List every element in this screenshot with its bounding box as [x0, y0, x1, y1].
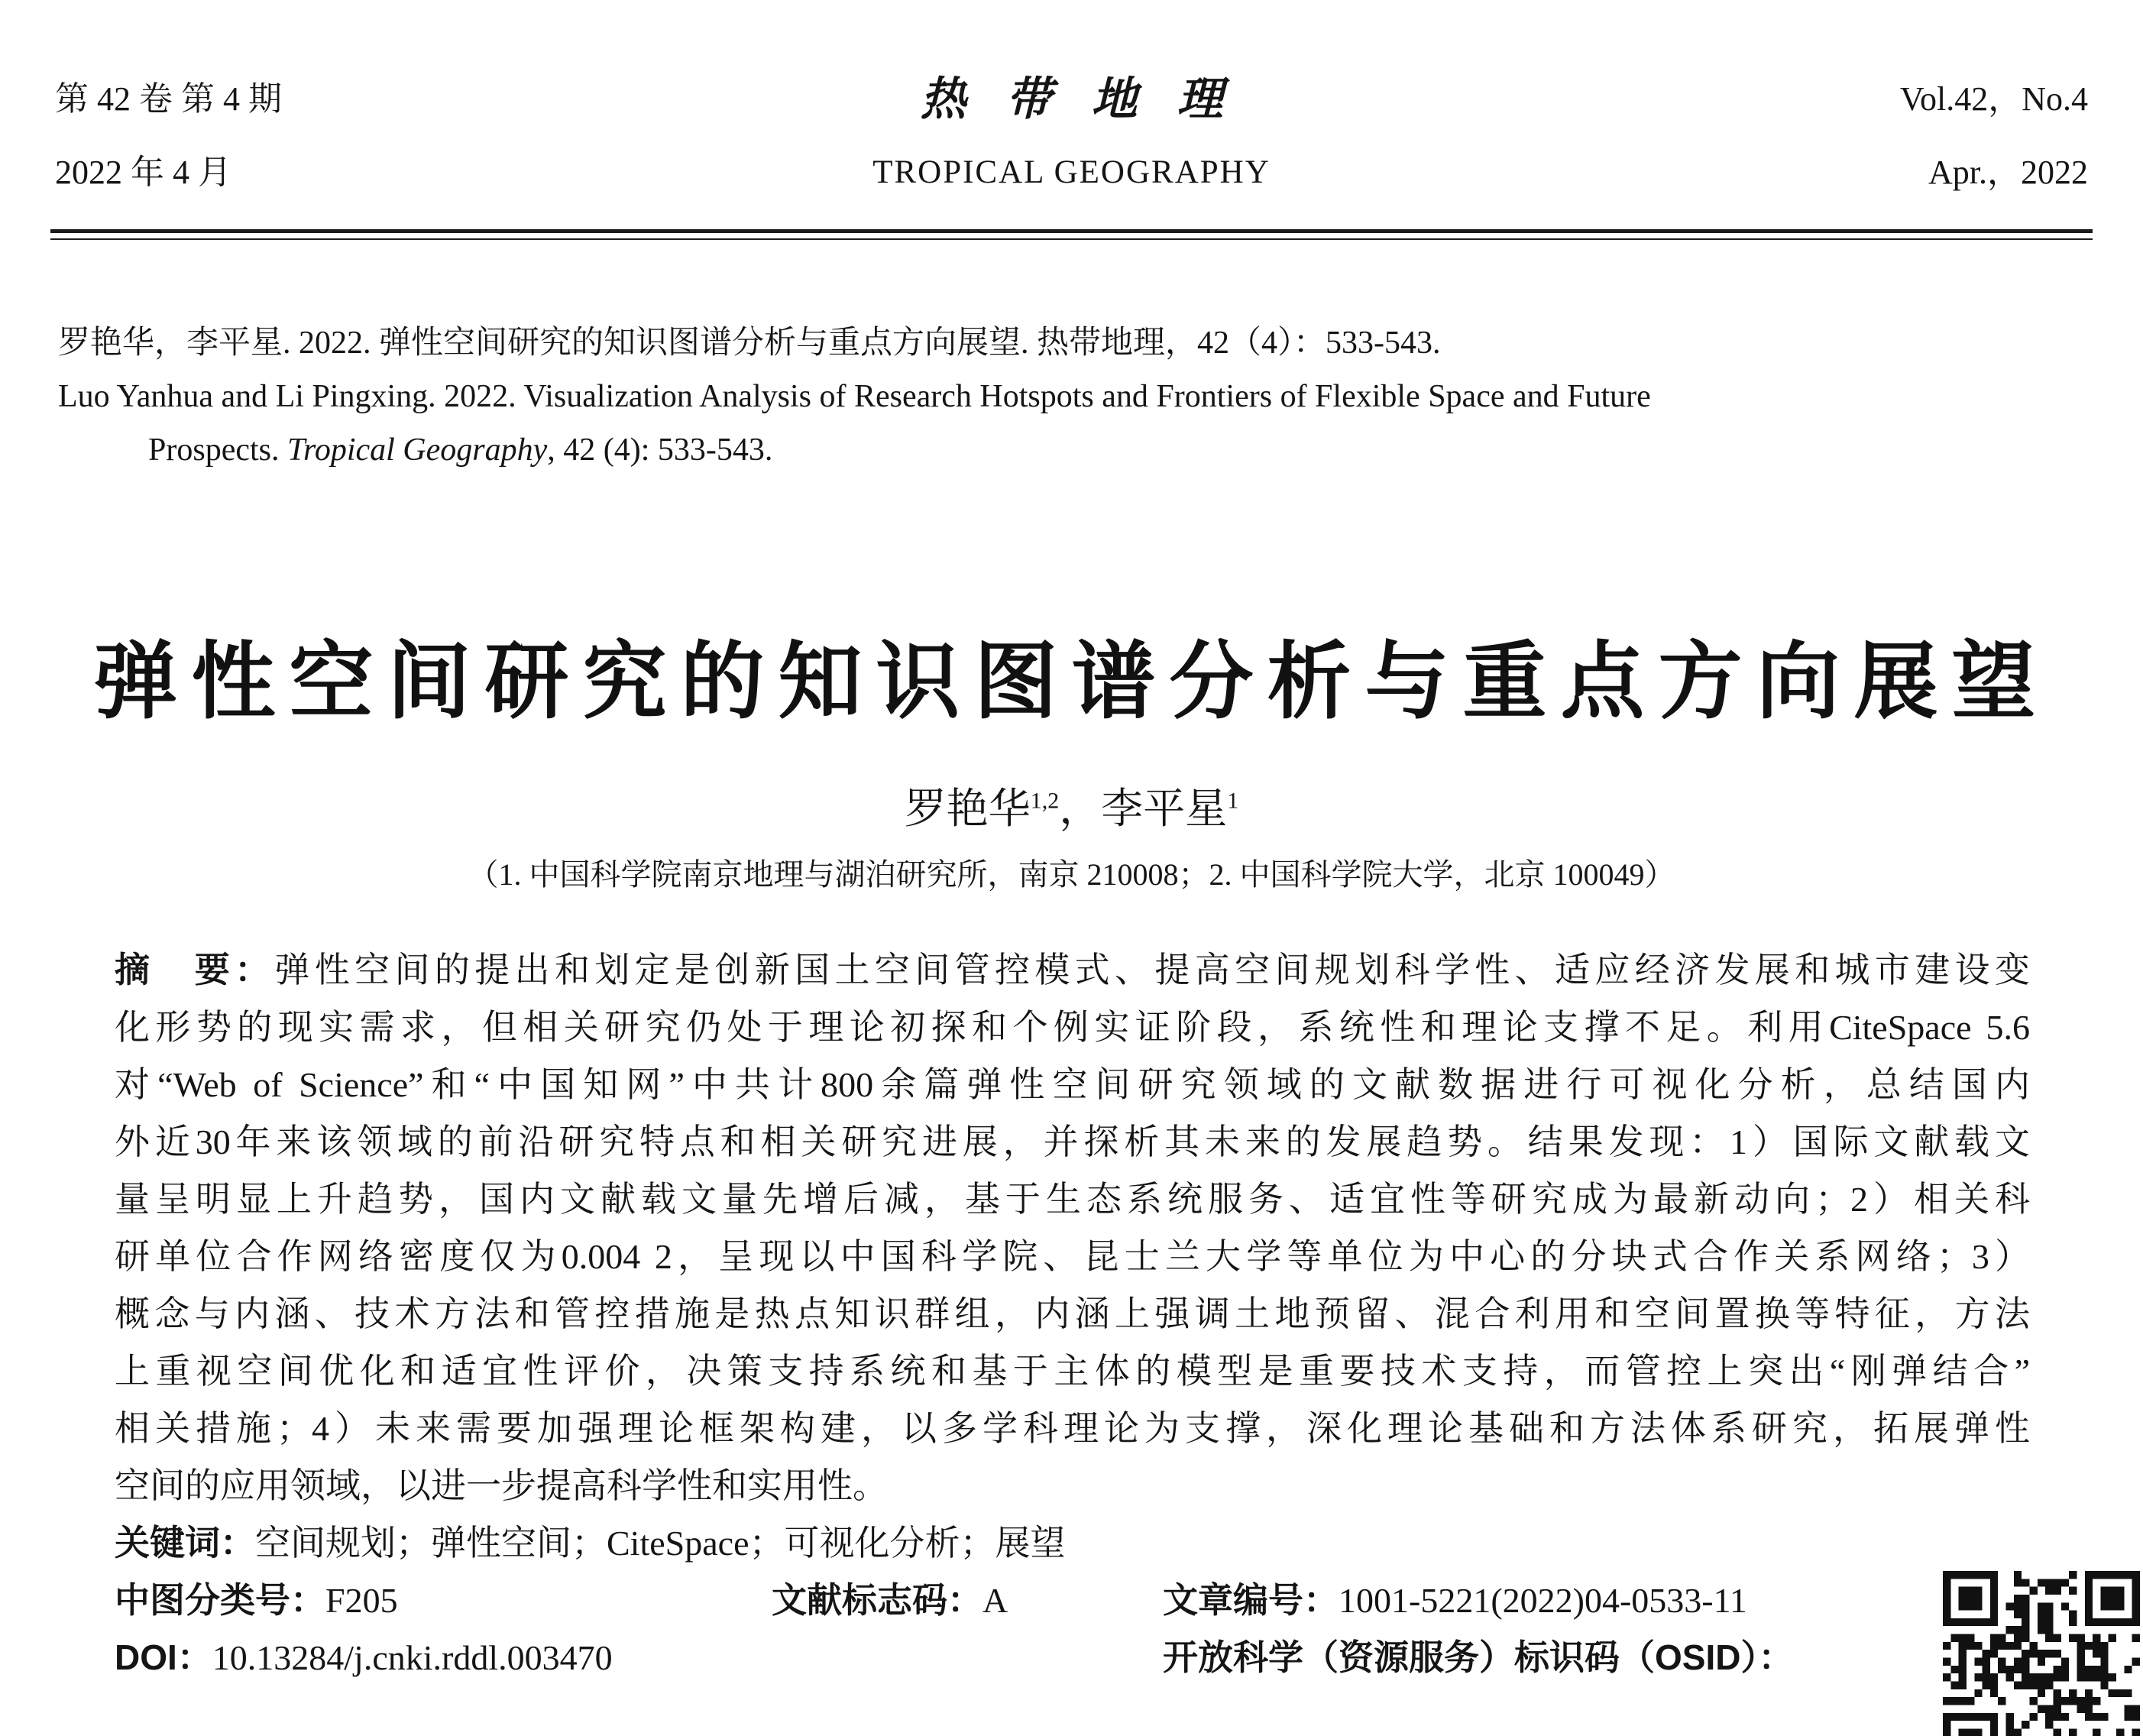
- doi-value: 10.13284/j.cnki.rddl.003470: [212, 1637, 613, 1677]
- clc-label: 中图分类号：: [115, 1579, 325, 1620]
- citation-block: [58, 316, 2088, 477]
- authors-separator: ，: [1059, 785, 1102, 832]
- journal-title-en: TROPICAL GEOGRAPHY: [872, 154, 1271, 190]
- article-title: 弹性空间研究的知识图谱分析与重点方向展望: [93, 635, 2050, 729]
- doi-label: DOI：: [115, 1637, 212, 1677]
- citation-cn: 罗艳华，李平星. 2022. 弹性空间研究的知识图谱分析与重点方向展望. 热带地理，42（4）：533-543.: [58, 326, 1441, 361]
- author-1: 罗艳华: [904, 785, 1031, 832]
- abstract-line: 空间的应用领域，以进一步提高科学性和实用性。: [115, 1466, 888, 1505]
- clc-item: [115, 1572, 398, 1629]
- date-en: Apr.，2022: [1928, 154, 2088, 191]
- abstract-line: [115, 941, 2030, 999]
- volume-issue-en: Vol.42，No.4: [1899, 80, 2088, 118]
- doc-code-item: [772, 1572, 1008, 1629]
- masthead-center: [529, 63, 1614, 209]
- date-cn: 2022 年 4 月: [55, 154, 231, 191]
- authors-line: [0, 775, 2143, 835]
- doi-item: [115, 1629, 613, 1686]
- article-id-item: [1163, 1572, 1747, 1629]
- osid-qr-code: [1943, 1571, 2140, 1736]
- article-id-value: 1001-5221(2022)04-0533-11: [1339, 1580, 1747, 1620]
- keywords-label: 关键词：: [115, 1522, 255, 1563]
- abstract-line: 化形势的现实需求，但相关研究仍处于理论初探和个例实证阶段，系统性和理论支撑不足。利用CiteSpace 5.6: [115, 1007, 2030, 1047]
- citation-en-line1: Luo Yanhua and Li Pingxing. 2022. Visualization Analysis of Research Hotspots and Frontiers of Flexible Space and Future: [58, 379, 1651, 414]
- masthead: [0, 0, 2143, 209]
- citation-journal-italic: Tropical Geography: [287, 432, 548, 468]
- abstract-line: 研单位合作网络密度仅为0.004 2，呈现以中国科学院、昆士兰大学等单位为中心的分块式合作关系网络；3）: [115, 1236, 2030, 1276]
- osid-label: 开放科学（资源服务）标识码（OSID）：: [1163, 1637, 1794, 1677]
- abstract-label: 摘 要：: [115, 949, 275, 989]
- citation-en-post: , 42 (4): 533-543.: [547, 432, 773, 468]
- clc-value: F205: [325, 1580, 398, 1620]
- abstract-line: 对“Web of Science”和“中国知网”中共计800余篇弹性空间研究领域的文献数据进行可视化分析，总结国内: [115, 1064, 2030, 1104]
- masthead-double-rule: [50, 229, 2093, 240]
- author-2-affil-sup: 1: [1227, 788, 1239, 814]
- keywords-line: [115, 1514, 2030, 1572]
- citation-en-pre: Prospects.: [148, 432, 287, 468]
- abstract-line-text: 弹性空间的提出和划定是创新国土空间管控模式、提高空间规划科学性、适应经济发展和城市建设变: [274, 950, 2031, 989]
- keywords-text: 空间规划；弹性空间；CiteSpace；可视化分析；展望: [255, 1523, 1066, 1563]
- article-id-label: 文章编号：: [1163, 1579, 1339, 1620]
- abstract-block: [115, 941, 2030, 1686]
- masthead-left: [55, 63, 529, 209]
- doc-code-value: A: [982, 1580, 1008, 1620]
- abstract-line: 相关措施；4）未来需要加强理论框架构建，以多学科理论为支撑，深化理论基础和方法体系研究，拓展弹性: [115, 1408, 2030, 1448]
- masthead-right: [1614, 63, 2088, 209]
- volume-issue-cn: 第 42 卷 第 4 期: [55, 80, 282, 118]
- citation-en-line2: [58, 423, 2088, 477]
- abstract-line: 概念与内涵、技术方法和管控措施是热点知识群组，内涵上强调土地预留、混合利用和空间置换等特征，方法: [115, 1294, 2030, 1333]
- journal-title-cn: 热带地理: [920, 74, 1263, 125]
- doc-code-label: 文献标志码：: [772, 1579, 982, 1620]
- author-2: 李平星: [1101, 785, 1228, 832]
- osid-item: [1163, 1629, 1793, 1686]
- doi-row: [115, 1629, 2030, 1686]
- author-1-affil-sup: 1,2: [1030, 788, 1060, 814]
- abstract-line: 上重视空间优化和适宜性评价，决策支持系统和基于主体的模型是重要技术支持，而管控上突出“刚弹结合”: [115, 1351, 2030, 1391]
- abstract-line: 外近30年来该领域的前沿研究特点和相关研究进展，并探析其未来的发展趋势。结果发现：1）国际文献载文: [115, 1122, 2030, 1161]
- abstract-line: 量呈明显上升趋势，国内文献载文量先增后减，基于生态系统服务、适宜性等研究成为最新动向；2）相关科: [115, 1179, 2030, 1219]
- affiliation-line: （1. 中国科学院南京地理与湖泊研究所，南京 210008；2. 中国科学院大学，北京 100049）: [468, 857, 1675, 892]
- classification-row: [115, 1572, 2030, 1629]
